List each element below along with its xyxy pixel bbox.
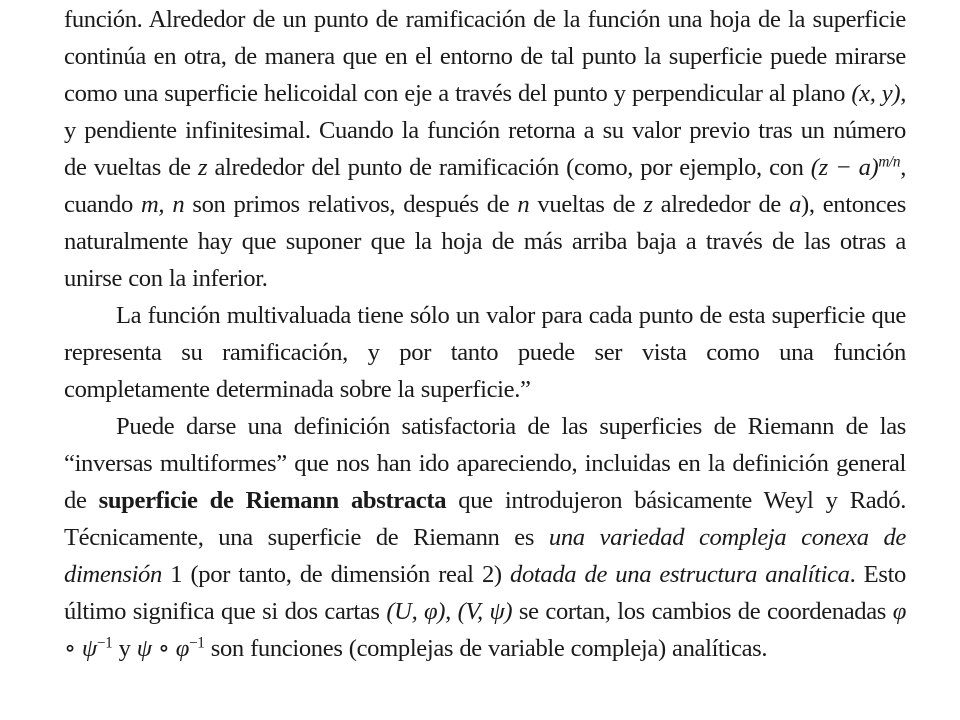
math-m-n: m, n bbox=[141, 191, 185, 218]
paragraph-riemann-surface-definition bbox=[64, 408, 906, 667]
math-phi-compose-psi: φ ∘ ψ bbox=[64, 598, 906, 662]
text-run: 1 (por tanto, de dimensión real 2) bbox=[161, 561, 511, 588]
text-run: Puede darse una definición satisfactoria de las superficies de Riemann de las “inversas multiformes” que nos han ido apareciendo, incluidas en la definición general de bbox=[64, 413, 906, 514]
math-n: n bbox=[517, 191, 530, 218]
text-run: se cortan, los cambios de coordenadas bbox=[512, 598, 893, 625]
paragraph-branch-point bbox=[64, 1, 906, 297]
text-run: función. Alrededor de un punto de ramificación de la función una hoja de la superficie continúa en otra, de manera que en el entorno de tal punto la superficie puede mirarse como una superficie helicoidal con eje a través del punto y perpendicular al plano bbox=[64, 6, 906, 107]
math-a: a bbox=[789, 191, 802, 218]
math-z: z bbox=[197, 154, 208, 181]
math-z-minus-a: (z − a) bbox=[810, 154, 879, 181]
math-plane-xy: (x, y) bbox=[851, 80, 901, 107]
text-run: alrededor de bbox=[652, 191, 790, 218]
math-z: z bbox=[643, 191, 653, 218]
text-run: , y pendiente infinitesimal. Cuando la función retorna a su valor previo tras un número de vueltas de bbox=[64, 80, 906, 181]
math-exponent-m-over-n: m/n bbox=[878, 153, 901, 171]
text-run: alrededor del punto de ramificación (como, por ejemplo, con bbox=[207, 154, 811, 181]
math-exponent-inverse: −1 bbox=[189, 634, 205, 652]
bold-term: superficie de Riemann abstracta bbox=[98, 487, 447, 514]
text-run: . Esto último significa que si dos cartas bbox=[64, 561, 906, 625]
text-run: que introdujeron básicamente Weyl y Radó. Técnicamente, una superficie de Riemann es bbox=[64, 487, 907, 551]
text-run: y bbox=[112, 635, 137, 662]
math-psi-compose-phi: ψ ∘ φ bbox=[136, 635, 190, 662]
math-charts: (U, φ), (V, ψ) bbox=[386, 598, 513, 625]
math-exponent-inverse: −1 bbox=[96, 634, 113, 652]
paragraph-multivalued-function: La función multivaluada tiene sólo un valor para cada punto de esta superficie que representa su ramificación, y por tanto puede ser vista como una función completamente determinada sobre la superficie.” bbox=[64, 302, 906, 403]
text-run: ), entonces naturalmente hay que suponer que la hoja de más arriba baja a través de las otras a unirse con la inferior. bbox=[64, 191, 906, 292]
text-run: , cuando bbox=[64, 154, 906, 218]
text-run: vueltas de bbox=[529, 191, 644, 218]
text-run: son primos relativos, después de bbox=[184, 191, 518, 218]
italic-definition: una variedad compleja conexa de dimensión bbox=[64, 524, 906, 588]
italic-definition: dotada de una estructura analítica bbox=[510, 561, 850, 588]
text-run: son funciones (complejas de variable compleja) analíticas. bbox=[204, 635, 768, 662]
